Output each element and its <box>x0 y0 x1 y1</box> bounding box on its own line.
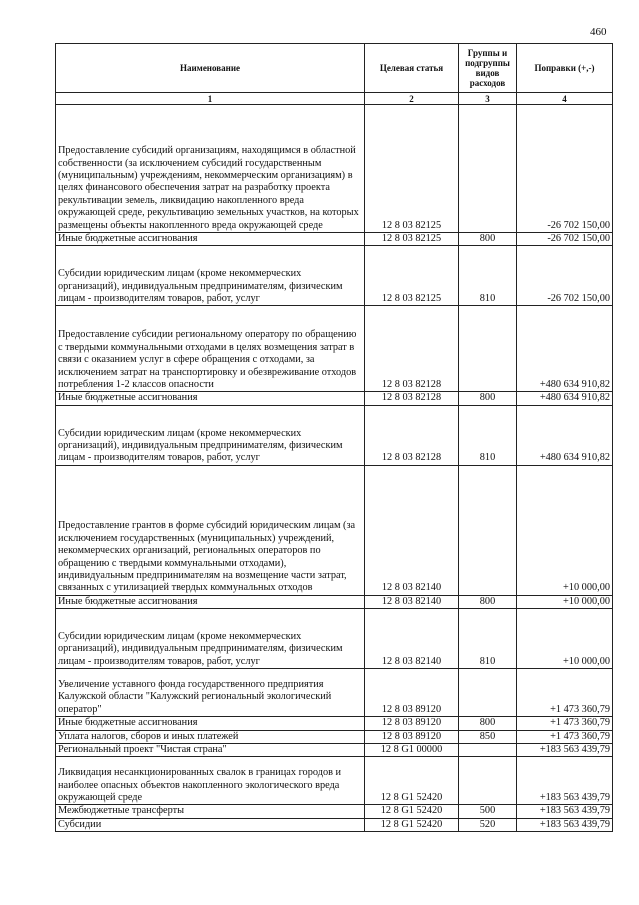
row-name: Предоставление субсидии региональному оператору по обращению с твердыми коммунальными отходами в целях возмещения затрат в связи с оказанием услуг в сфере обращения с отходами, за исключением затрат на транспортировку и обезвреживание отходов потребления 1-2 классов опасности <box>56 306 365 392</box>
row-name: Предоставление субсидий организациям, находящимся в областной собственности (за исключением субсидий государственным (муниципальным) учреждениям, некоммерческим организациям) в целях финансового обеспечения затрат на разработку проекта рекультивации земель, ликвидацию накопленного вреда окружающей среде, рекультивацию земельных участков, на которых размещены объекты накопленного вреда окружающей среде <box>56 105 365 233</box>
row-expense-group: 520 <box>459 818 517 831</box>
row-name: Субсидии юридическим лицам (кроме некоммерческих организаций), индивидуальным предпринимателям, физическим лицам - производителям товаров, работ, услуг <box>56 609 365 669</box>
row-target-code: 12 8 03 89120 <box>365 717 459 730</box>
row-name: Региональный проект "Чистая страна" <box>56 744 365 757</box>
row-name: Предоставление грантов в форме субсидий юридическим лицам (за исключением государственных (муниципальных) учреждений, некоммерческих организаций, региональных операторов по обращению с твердыми коммунальными отходами), индивидуальным предпринимателям на возмещение части затрат, связанных с утилизацией твердых коммунальных отходов <box>56 465 365 595</box>
row-target-code: 12 8 03 82128 <box>365 392 459 405</box>
budget-amendments-table <box>55 43 613 832</box>
column-numbers-row <box>56 93 613 105</box>
row-amount: +10 000,00 <box>517 595 613 608</box>
row-name: Субсидии <box>56 818 365 831</box>
row-amount: +183 563 439,79 <box>517 744 613 757</box>
row-target-code: 12 8 G1 52420 <box>365 805 459 818</box>
row-amount: -26 702 150,00 <box>517 105 613 233</box>
row-target-code: 12 8 03 82125 <box>365 233 459 246</box>
row-target-code: 12 8 03 82140 <box>365 595 459 608</box>
table-row <box>56 595 613 608</box>
row-expense-group: 850 <box>459 730 517 743</box>
row-expense-group: 800 <box>459 392 517 405</box>
row-amount: -26 702 150,00 <box>517 246 613 306</box>
row-amount: +480 634 910,82 <box>517 306 613 392</box>
column-number: 1 <box>56 93 365 105</box>
row-name: Иные бюджетные ассигнования <box>56 392 365 405</box>
row-amount: +480 634 910,82 <box>517 392 613 405</box>
table-row <box>56 730 613 743</box>
row-name: Иные бюджетные ассигнования <box>56 595 365 608</box>
table-row <box>56 306 613 392</box>
row-target-code: 12 8 03 82125 <box>365 246 459 306</box>
row-expense-group <box>459 744 517 757</box>
column-number: 3 <box>459 93 517 105</box>
row-expense-group: 810 <box>459 609 517 669</box>
row-target-code: 12 8 03 82140 <box>365 465 459 595</box>
row-target-code: 12 8 03 82128 <box>365 405 459 465</box>
row-target-code: 12 8 03 89120 <box>365 669 459 717</box>
row-target-code: 12 8 G1 52420 <box>365 757 459 805</box>
row-expense-group: 810 <box>459 246 517 306</box>
row-amount: +183 563 439,79 <box>517 805 613 818</box>
table-header-row <box>56 44 613 93</box>
table-row <box>56 757 613 805</box>
row-target-code: 12 8 03 82125 <box>365 105 459 233</box>
row-expense-group: 800 <box>459 233 517 246</box>
row-name: Уплата налогов, сборов и иных платежей <box>56 730 365 743</box>
table-body <box>56 105 613 832</box>
row-expense-group <box>459 465 517 595</box>
row-amount: +183 563 439,79 <box>517 818 613 831</box>
column-number: 4 <box>517 93 613 105</box>
table-row <box>56 405 613 465</box>
row-amount: +1 473 360,79 <box>517 669 613 717</box>
row-amount: +1 473 360,79 <box>517 730 613 743</box>
table-row <box>56 818 613 831</box>
table-row <box>56 246 613 306</box>
row-name: Ликвидация несанкционированных свалок в границах городов и наиболее опасных объектов накопленного экологического вреда окружающей среде <box>56 757 365 805</box>
row-expense-group: 810 <box>459 405 517 465</box>
row-expense-group: 500 <box>459 805 517 818</box>
row-target-code: 12 8 03 82128 <box>365 306 459 392</box>
table-row <box>56 465 613 595</box>
row-name: Субсидии юридическим лицам (кроме некоммерческих организаций), индивидуальным предпринимателям, физическим лицам - производителям товаров, работ, услуг <box>56 405 365 465</box>
row-target-code: 12 8 03 82140 <box>365 609 459 669</box>
row-amount: +10 000,00 <box>517 465 613 595</box>
row-expense-group <box>459 757 517 805</box>
header-target: Целевая статья <box>365 44 459 93</box>
row-name: Иные бюджетные ассигнования <box>56 233 365 246</box>
header-name: Наименование <box>56 44 365 93</box>
table-row <box>56 609 613 669</box>
page-number: 460 <box>590 26 607 38</box>
row-name: Межбюджетные трансферты <box>56 805 365 818</box>
row-name: Увеличение уставного фонда государственного предприятия Калужской области "Калужский региональный экологический оператор" <box>56 669 365 717</box>
row-amount: +480 634 910,82 <box>517 405 613 465</box>
table-row <box>56 805 613 818</box>
row-target-code: 12 8 G1 52420 <box>365 818 459 831</box>
row-target-code: 12 8 03 89120 <box>365 730 459 743</box>
row-name: Иные бюджетные ассигнования <box>56 717 365 730</box>
row-amount: +10 000,00 <box>517 609 613 669</box>
row-expense-group: 800 <box>459 717 517 730</box>
row-expense-group <box>459 105 517 233</box>
table-row <box>56 392 613 405</box>
table-row <box>56 105 613 233</box>
row-name: Субсидии юридическим лицам (кроме некоммерческих организаций), индивидуальным предпринимателям, физическим лицам - производителям товаров, работ, услуг <box>56 246 365 306</box>
row-expense-group <box>459 306 517 392</box>
column-number: 2 <box>365 93 459 105</box>
table-row <box>56 717 613 730</box>
table-row <box>56 669 613 717</box>
table-row <box>56 233 613 246</box>
table-row <box>56 744 613 757</box>
row-amount: -26 702 150,00 <box>517 233 613 246</box>
row-amount: +1 473 360,79 <box>517 717 613 730</box>
header-amount: Поправки (+,-) <box>517 44 613 93</box>
row-target-code: 12 8 G1 00000 <box>365 744 459 757</box>
row-expense-group: 800 <box>459 595 517 608</box>
row-expense-group <box>459 669 517 717</box>
header-groups: Группы и подгруппы видов расходов <box>459 44 517 93</box>
row-amount: +183 563 439,79 <box>517 757 613 805</box>
